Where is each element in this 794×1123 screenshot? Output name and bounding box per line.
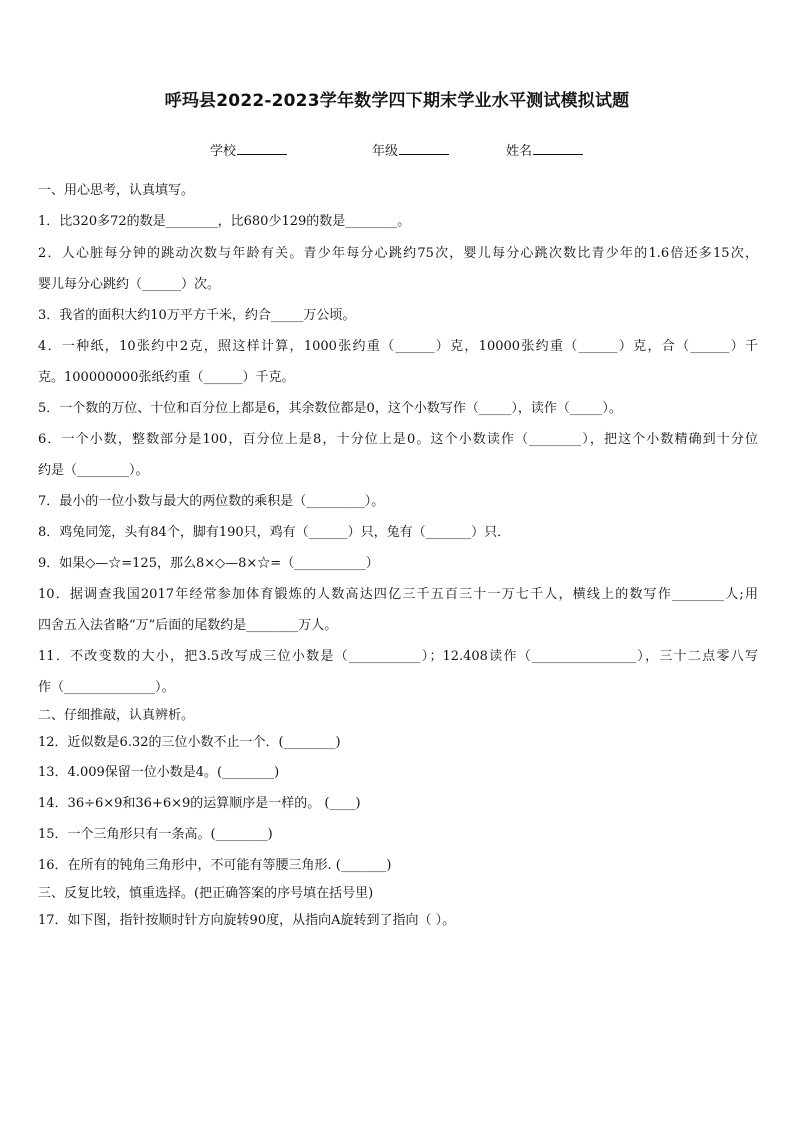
section-heading-3: 三、反复比较，慎重选择。(把正确答案的序号填在括号里) — [38, 886, 374, 901]
question-11-line-1: 11．不改变数的大小，把3.5改写成三位小数是（___________）；12.408读作（________________），三十二点零八写 — [38, 649, 758, 664]
question-9: 9．如果◇—☆=125，那么8×◇—8×☆=（___________） — [38, 556, 379, 571]
school-label: 学校 — [210, 144, 237, 159]
question-14: 14．36÷6×9和36+6×9的运算顺序是一样的。 (____) — [38, 796, 361, 811]
question-6-line-1: 6．一个小数，整数部分是100，百分位上是8，十分位上是0。这个小数读作（________），把这个小数精确到十分位 — [38, 432, 758, 447]
question-15: 15．一个三角形只有一条高。(________) — [38, 827, 273, 842]
question-2-line-2: 婴儿每分心跳约（______）次。 — [38, 277, 221, 292]
question-10-line-2: 四舍五入法省略“万”后面的尾数约是________万人。 — [38, 618, 338, 633]
question-8: 8．鸡兔同笼，头有84个，脚有190只，鸡有（______）只，兔有（_______）只． — [38, 525, 511, 540]
section-heading-2: 二、仔细推敲，认真辨析。 — [38, 708, 195, 723]
page-title: 呼玛县2022-2023学年数学四下期末学业水平测试模拟试题 — [164, 91, 630, 111]
school-blank — [237, 142, 287, 155]
question-7: 7．最小的一位小数与最大的两位数的乘积是（_________）。 — [38, 494, 385, 509]
question-6-line-2: 约是（________）。 — [38, 463, 149, 478]
question-10-line-1: 10．据调查我国2017年经常参加体育锻炼的人数高达四亿三千五百三十一万七千人，横线上的数写作________人;用 — [38, 587, 758, 602]
grade-field — [372, 140, 449, 159]
question-16: 16．在所有的钝角三角形中，不可能有等腰三角形. (_______) — [38, 858, 392, 873]
question-list — [38, 180, 758, 935]
question-5: 5．一个数的万位、十位和百分位上都是6，其余数位都是0，这个小数写作（_____），读作（_____）。 — [38, 401, 622, 416]
question-4-line-2: 克。100000000张纸约重（______）千克。 — [38, 370, 295, 385]
grade-label: 年级 — [372, 144, 399, 159]
question-13: 13．4.009保留一位小数是4。(________) — [38, 765, 280, 780]
question-12: 12．近似数是6.32的三位小数不止一个．(________) — [38, 735, 341, 750]
section-heading-1: 一、用心思考，认真填写。 — [38, 183, 195, 198]
question-4-line-1: 4．一种纸，10张约中2克，照这样计算，1000张约重（______）克，10000张约重（______）克，合（______）千 — [38, 339, 758, 354]
name-blank — [533, 142, 583, 155]
student-info-row — [0, 140, 794, 160]
school-field — [210, 140, 287, 159]
question-2-line-1: 2．人心脏每分钟的跳动次数与年龄有关。青少年每分心跳约75次，婴儿每分心跳次数比青少年的1.6倍还多15次， — [38, 246, 758, 261]
question-17: 17．如下图，指针按顺时针方向旋转90度，从指向A旋转到了指向（ ）。 — [38, 913, 456, 928]
name-field — [506, 140, 583, 159]
question-3: 3．我省的面积大约10万平方千米，约合_____万公顷。 — [38, 308, 356, 323]
question-1: 1．比320多72的数是________，比680少129的数是________。 — [38, 214, 411, 229]
question-11-line-2: 作（______________）。 — [38, 680, 175, 695]
name-label: 姓名 — [506, 144, 533, 159]
grade-blank — [399, 142, 449, 155]
